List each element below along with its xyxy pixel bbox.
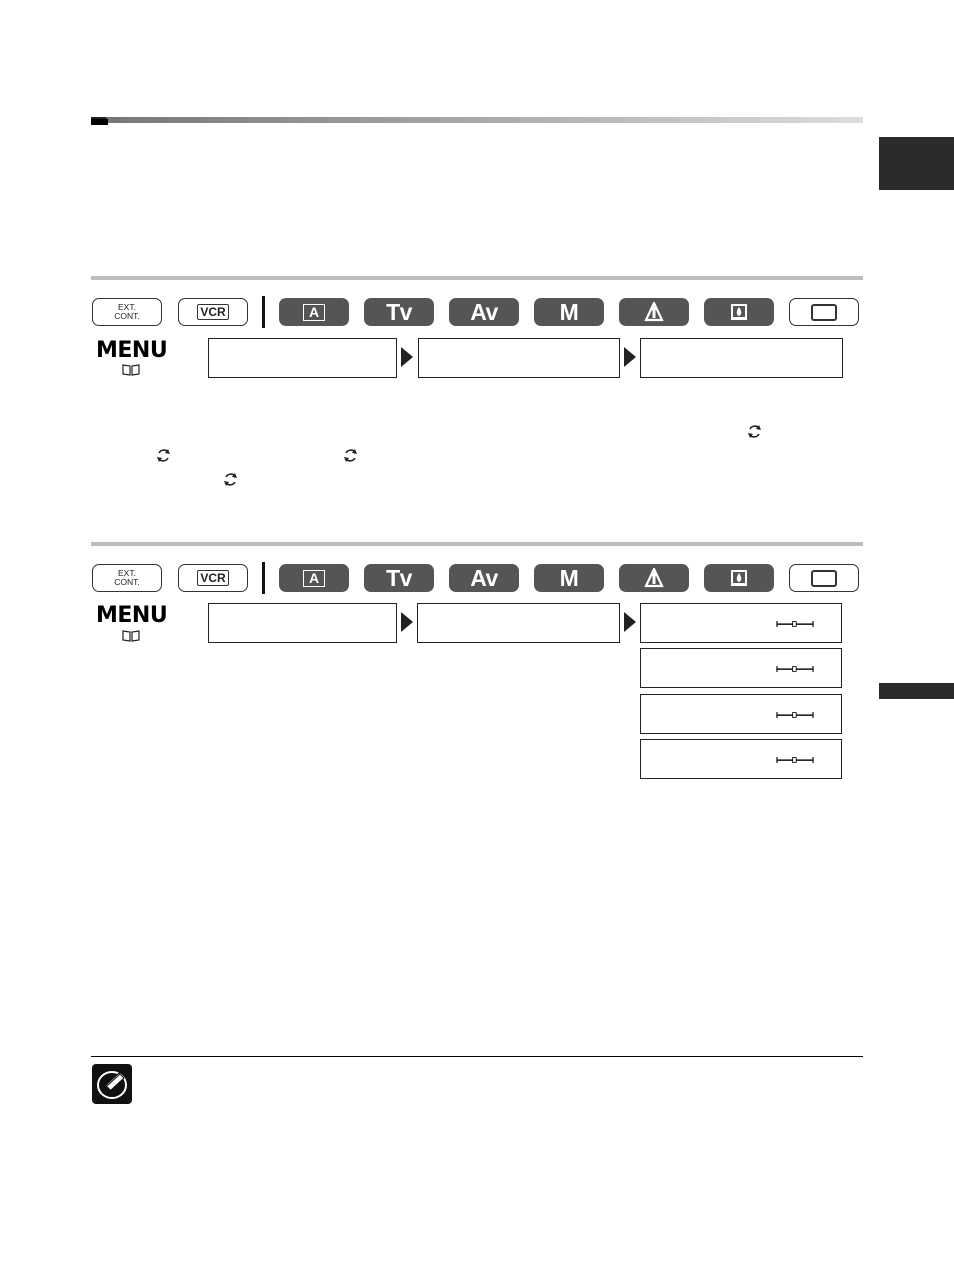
menu-step-2-box — [418, 338, 620, 378]
book-icon — [122, 630, 140, 642]
level-slider-icon — [764, 712, 826, 718]
book-icon — [122, 364, 140, 376]
header-rule — [91, 117, 863, 123]
cycle-icon — [342, 447, 359, 464]
mode-separator — [262, 562, 265, 594]
cycle-icon — [222, 471, 239, 488]
spotlight-icon — [643, 302, 665, 322]
mode-bar-2 — [92, 564, 864, 594]
note-rule — [91, 1056, 863, 1057]
spotlight-icon — [643, 568, 665, 588]
setting-box-4 — [640, 739, 842, 779]
blank-mode-button — [789, 564, 859, 592]
level-slider-icon — [764, 666, 826, 672]
menu-step-1-box — [208, 603, 397, 643]
vcr-button: VCR — [178, 298, 248, 326]
arrow-right-icon — [624, 612, 636, 632]
pencil-note-icon — [92, 1064, 132, 1104]
level-slider-icon — [764, 621, 826, 627]
tv-mode-button: Tv — [364, 298, 434, 326]
level-slider-icon — [764, 757, 826, 763]
sand-snow-icon — [729, 302, 749, 322]
blank-mode-button — [789, 298, 859, 326]
auto-mode-button: A — [279, 298, 349, 326]
av-mode-button: Av — [449, 298, 519, 326]
mode-bar-1 — [92, 298, 864, 328]
ext-cont-button: EXT. CONT. — [92, 564, 162, 592]
menu-label: MENU — [96, 603, 168, 628]
setting-box-3 — [640, 694, 842, 734]
menu-label: MENU — [96, 338, 168, 363]
section-side-tab — [879, 683, 954, 699]
sand-snow-icon — [729, 568, 749, 588]
sand-snow-mode-button — [704, 564, 774, 592]
header-marker — [91, 119, 108, 125]
ext-cont-button: EXT. CONT. — [92, 298, 162, 326]
rectangle-icon — [811, 304, 837, 321]
arrow-right-icon — [401, 347, 413, 367]
auto-mode-button: A — [279, 564, 349, 592]
menu-step-1-box — [208, 338, 397, 378]
menu-step-3-box — [640, 338, 843, 378]
av-mode-button: Av — [449, 564, 519, 592]
vcr-button: VCR — [178, 564, 248, 592]
section-1-rule — [91, 276, 863, 280]
section-2-rule — [91, 542, 863, 546]
menu-step-2-box — [417, 603, 620, 643]
setting-box-1 — [640, 603, 842, 643]
mode-separator — [262, 296, 265, 328]
arrow-right-icon — [624, 347, 636, 367]
tv-mode-button: Tv — [364, 564, 434, 592]
cycle-icon — [746, 423, 763, 440]
setting-box-2 — [640, 648, 842, 688]
chapter-side-tab — [879, 137, 954, 190]
rectangle-icon — [811, 570, 837, 587]
cycle-icon — [155, 447, 172, 464]
spotlight-mode-button — [619, 564, 689, 592]
sand-snow-mode-button — [704, 298, 774, 326]
arrow-right-icon — [401, 612, 413, 632]
spotlight-mode-button — [619, 298, 689, 326]
manual-mode-button: M — [534, 298, 604, 326]
manual-mode-button: M — [534, 564, 604, 592]
